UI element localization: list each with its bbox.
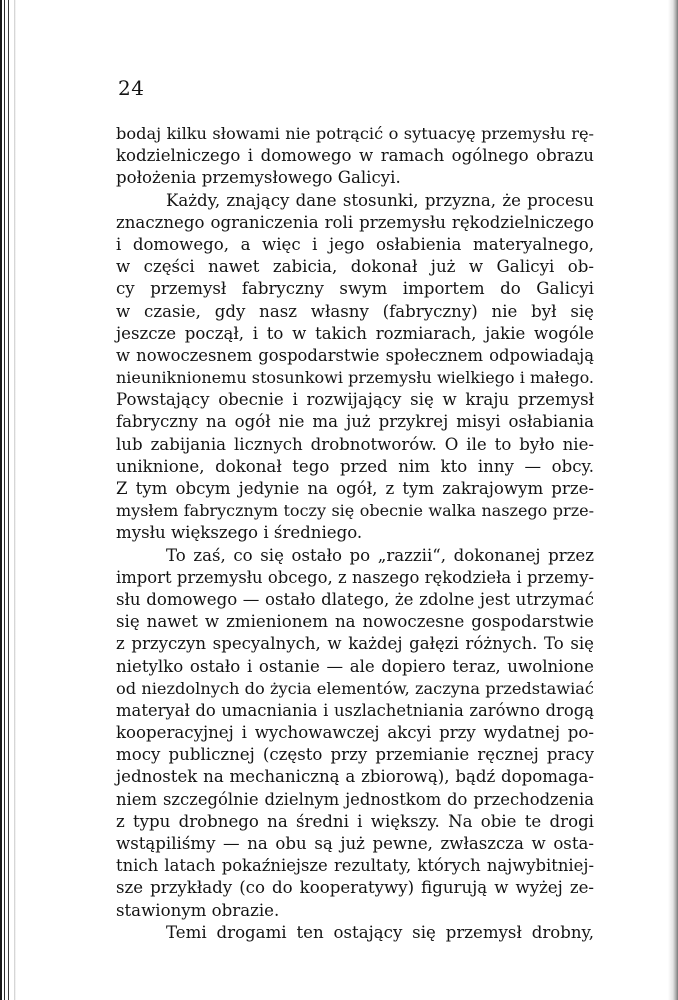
text-line: nieuniknionemu stosunkowi przemysłu wielkiego i małego. [116, 368, 594, 388]
text-line: fabryczny na ogół nie ma już przykrej misyi osłabiania [116, 412, 594, 432]
text-line: Temi drogami ten ostający się przemysł drobny, [166, 922, 594, 942]
page-edge-shadow [668, 0, 678, 1000]
text-line: położenia przemysłowego Galicyi. [116, 168, 401, 188]
text-line: w nowoczesnem gospodarstwie społecznem odpowiadają [116, 345, 594, 365]
text-line: słu domowego — ostało dlatego, że zdolne jest utrzymać [116, 589, 594, 609]
text-line: bodaj kilku słowami nie potrącić o sytuacyę przemysłu rę- [116, 124, 594, 143]
text-line: z typu drobnego na średni i większy. Na obie te drogi [116, 811, 594, 831]
text-line: mysłu większego i średniego. [116, 523, 363, 543]
text-line: z przyczyn specyalnych, w każdej gałęzi różnych. To się [116, 634, 594, 654]
text-line: stawionym obrazie. [116, 900, 280, 920]
text-line: To zaś, co się ostało po „razzii“, dokonanej przez [166, 545, 594, 565]
body-text [116, 123, 594, 944]
text-line: niem szczególnie dzielnym jednostkom do przechodzenia [116, 789, 594, 809]
binding-edge [0, 0, 42, 1000]
text-line: i domowego, a więc i jego osłabienia materyalnego, [116, 234, 594, 254]
text-line: sze przykłady (co do kooperatywy) figurują w wyżej ze- [116, 878, 594, 898]
text-line: mocy publicznej (często przy przemianie ręcznej pracy [116, 745, 594, 765]
text-line: Każdy, znający dane stosunki, przyzna, że procesu [166, 190, 594, 210]
page-number: 24 [118, 76, 145, 100]
text-line: znacznego ograniczenia roli przemysłu rękodzielniczego [116, 212, 594, 232]
text-line: w części nawet zabicia, dokonał już w Galicyi ob- [116, 257, 594, 277]
text-line: kooperacyjnej i wychowawczej akcyi przy wydatnej po- [116, 723, 594, 743]
text-line: nietylko ostało i ostanie — ale dopiero teraz, uwolnione [116, 656, 594, 676]
text-line: od niezdolnych do życia elementów, zaczyna przedstawiać [116, 678, 594, 698]
text-line: import przemysłu obcego, z naszego rękodzieła i przemy- [116, 567, 594, 587]
text-line: jednostek na mechaniczną a zbiorową), bądź dopomaga- [116, 767, 594, 787]
text-line: cy przemysł fabryczny swym importem do Galicyi [116, 279, 594, 299]
text-line: Powstający obecnie i rozwijający się w kraju przemysł [116, 390, 594, 410]
text-line: tnich latach pokaźniejsze rezultaty, których najwybitniej- [116, 856, 594, 876]
text-line: wstąpiliśmy — na obu są już pewne, zwłaszcza w osta- [116, 834, 594, 853]
text-line: jeszcze począł, i to w takich rozmiarach, jakie wogóle [116, 323, 594, 343]
text-line: Z tym obcym jedynie na ogół, z tym zakrajowym prze- [116, 479, 594, 498]
text-line: w czasie, gdy nasz własny (fabryczny) nie był się [116, 301, 594, 321]
text-line: lub zabijania licznych drobnotworów. O ile to było nie- [116, 434, 594, 454]
text-line: uniknione, dokonał tego przed nim kto inny — obcy. [116, 456, 594, 476]
text-line: się nawet w zmienionem na nowoczesne gospodarstwie [116, 612, 594, 632]
text-line: materyał do umacniania i uszlachetniania zarówno drogą [116, 700, 594, 720]
text-line: kodzielniczego i domowego w ramach ogólnego obrazu [116, 146, 594, 166]
text-line: mysłem fabrycznym toczy się obecnie walka naszego prze- [116, 501, 594, 521]
